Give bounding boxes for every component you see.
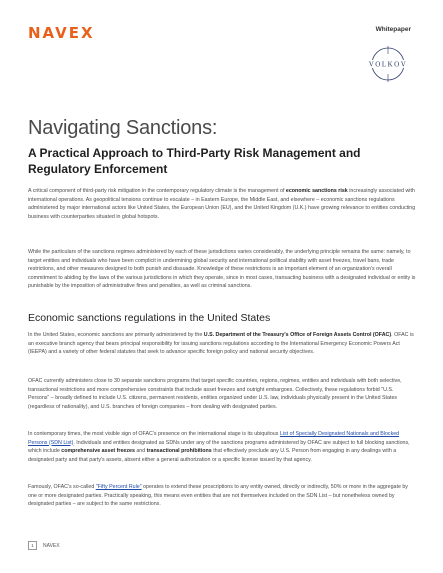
intro-paragraph-1: A critical component of third-party risk mitigation in the contemporary regulatory climate is the management of economic sanctions risk increasingly associated with international operations. As geopolitical tensions continue to escalate – in Eastern Europe, the Middle East, and elsewhere – economic sanctions regulations administered by major international actors like United States, the European Union (EU), and the United Kingdom (U.K.) have growing relevance to entities conducting business with counterparties situated in global hotspots. (28, 188, 416, 220)
footer-brand: NAVEX (43, 542, 60, 549)
fifty-percent-rule-link[interactable]: "Fifty Percent Rule" (95, 484, 142, 490)
doc-type-label: Whitepaper (375, 26, 411, 33)
section-paragraph-3: In contemporary times, the most visible sign of OFAC's presence on the international stage is its ubiquitous List of Specially Designated Nationals and Blocked Persons (SDN List). Individuals and entities designated as SDNs under any of the sanctions programs administered by OFAC are subject to full blocking sanctions, which include comprehensive asset freezes and transactional prohibitions that effectively preclude any U.S. Person from engaging in any dealings with a designated party and that party's assets, absent either a general authorization or a specific license issued by that agency. (28, 431, 410, 463)
sdn-list-link[interactable]: List of Specially Designated Nationals and Blocked Persons (SDN List) (28, 431, 400, 446)
section-heading: Economic sanctions regulations in the United States (28, 312, 271, 324)
volkov-logo (367, 43, 409, 85)
page-number: 1 (28, 541, 37, 550)
intro-paragraph-2: While the particulars of the sanctions regimes administered by each of these jurisdictions varies considerably, the underlying principle remains the same: namely, to target entities and individuals who have been complicit in undermining global security and international political stability with asset freezes, travel bans, trade restrictions, and other measures designed to both punish and dissuade. Knowledge of these restrictions is an important element of an organization's overall commitment to abiding by the laws of the various jurisdictions in which they operate, since in most cases, transacting business with a designated individual or entity is punishable by the imposition of administrative fines and penalties, as well as criminal sanctions. (28, 249, 416, 290)
page-subtitle: A Practical Approach to Third-Party Risk Management and Regulatory Enforcement (28, 146, 361, 176)
section-paragraph-4: Famously, OFAC's so-called "Fifty Percent Rule" operates to extend these proscriptions to any entity owned, directly or indirectly, 50% or more in the aggregate by one or more designated parties. Practically speaking, this means even entities that are not themselves included on the SDN List – but nonetheless owned by designated parties – are subject to the same restrictions. (28, 484, 408, 508)
section-paragraph-1: In the United States, economic sanctions are primarily administered by the U.S. Department of the Treasury's Office of Foreign Assets Control (OFAC). OFAC is an executive branch agency that bears principal responsibility for issuing sanctions regulations according to the International Emergency Economic Powers Act (IEEPA) and a variety of other federal statutes that seek to advance specific foreign policy and national security objectives. (28, 332, 414, 356)
page-title: Navigating Sanctions: (28, 117, 218, 139)
page-footer (28, 541, 60, 550)
section-paragraph-2: OFAC currently administers close to 30 separate sanctions programs that target specific countries, regions, regimes, entities and individuals with both selective, transactional restrictions and more comprehensive constraints that include asset freezes and outright embargoes. Collectively, these regulations forbid "U.S. Persons" – broadly defined to include U.S. citizens, permanent residents, entities organized under U.S. law, individuals physically present in the United States (regardless of nationality), and U.S. branches of foreign companies – from dealing with designated parties. (28, 378, 402, 410)
navex-logo: NAVEX (28, 24, 95, 42)
svg-text:VOLKOV: VOLKOV (368, 60, 408, 69)
